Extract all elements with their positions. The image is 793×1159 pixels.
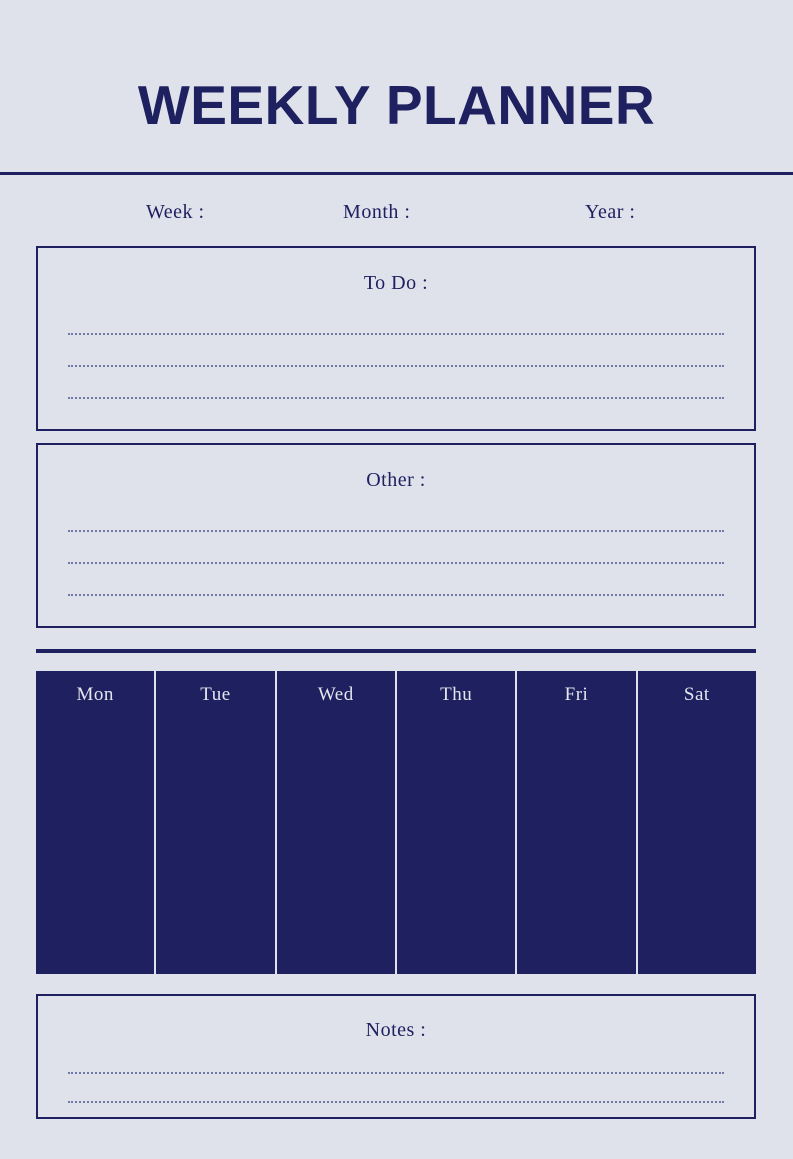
notes-title: Notes : xyxy=(365,1018,427,1041)
other-title: Other : xyxy=(366,468,426,491)
other-line[interactable] xyxy=(68,562,724,564)
day-label: Wed xyxy=(317,683,354,705)
day-column-wed[interactable] xyxy=(277,671,395,974)
todo-section xyxy=(36,246,756,431)
notes-line[interactable] xyxy=(68,1072,724,1074)
day-label: Mon xyxy=(76,683,114,705)
other-line[interactable] xyxy=(68,594,724,596)
day-column-sat[interactable] xyxy=(638,671,756,974)
day-label: Thu xyxy=(440,683,473,705)
notes-lines xyxy=(38,1072,754,1103)
year-field-label[interactable]: Year : xyxy=(585,201,636,224)
day-column-thu[interactable] xyxy=(397,671,515,974)
meta-row xyxy=(0,201,793,224)
section-divider xyxy=(36,649,756,653)
day-column-mon[interactable] xyxy=(36,671,154,974)
day-column-tue[interactable] xyxy=(156,671,274,974)
other-line[interactable] xyxy=(68,530,724,532)
month-field-label[interactable]: Month : xyxy=(343,201,411,224)
day-column-fri[interactable] xyxy=(517,671,635,974)
todo-line[interactable] xyxy=(68,333,724,335)
day-label: Tue xyxy=(200,683,231,705)
other-lines xyxy=(38,530,754,596)
title-divider xyxy=(0,172,793,175)
day-label: Fri xyxy=(564,683,589,705)
todo-title: To Do : xyxy=(363,271,429,294)
todo-lines xyxy=(38,333,754,399)
other-section xyxy=(36,443,756,628)
day-label: Sat xyxy=(683,683,710,705)
todo-line[interactable] xyxy=(68,365,724,367)
todo-line[interactable] xyxy=(68,397,724,399)
week-field-label[interactable]: Week : xyxy=(146,201,205,224)
day-grid xyxy=(36,671,756,974)
notes-section xyxy=(36,994,756,1119)
notes-line[interactable] xyxy=(68,1101,724,1103)
page-title: WEEKLY PLANNER xyxy=(137,73,656,136)
weekly-planner-page xyxy=(0,37,793,1159)
